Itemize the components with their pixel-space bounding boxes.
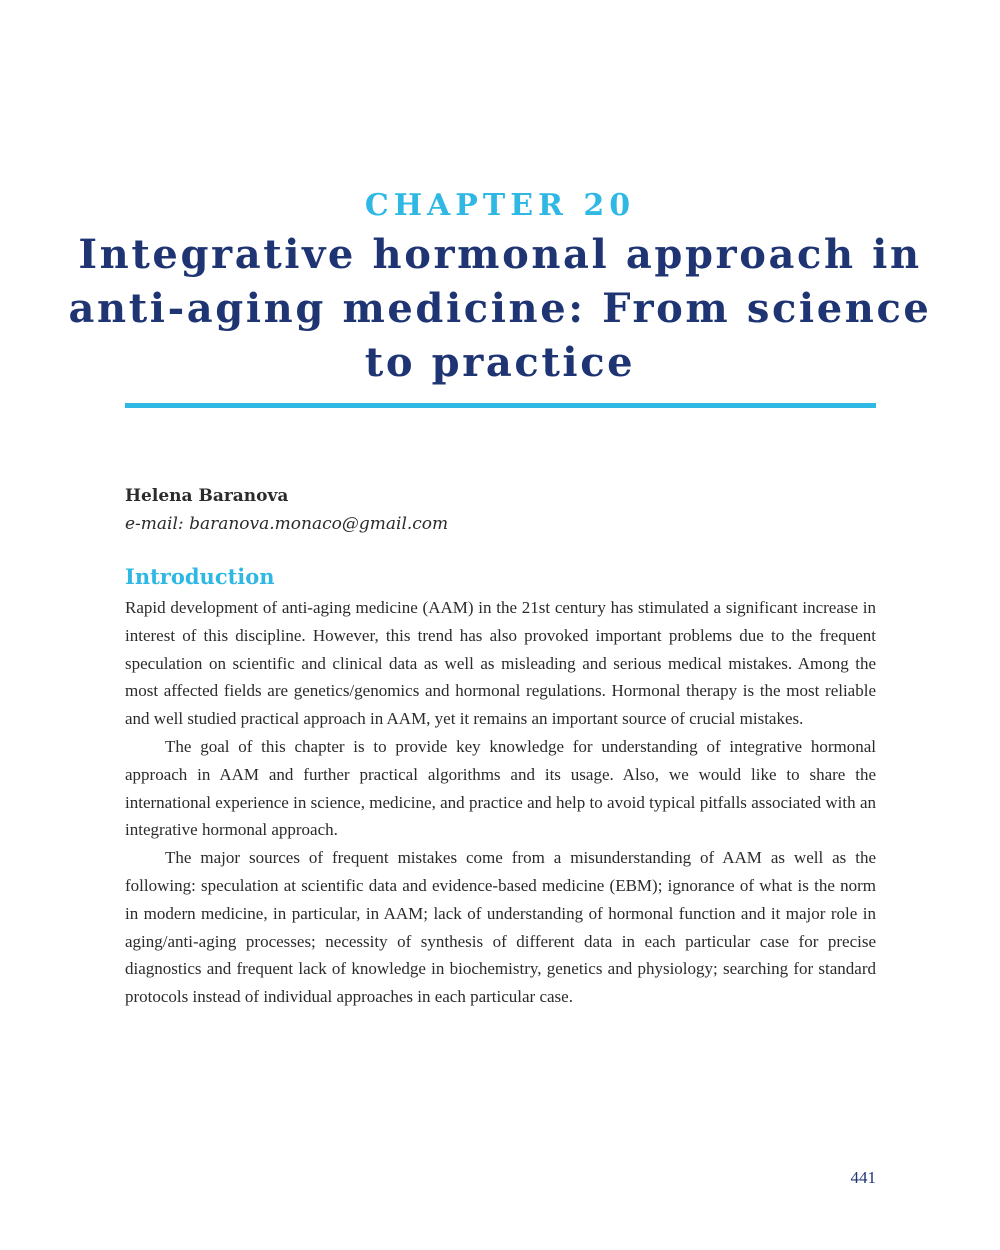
chapter-label: CHAPTER 20 [364, 188, 636, 223]
paragraph-1: Rapid development of anti-aging medicine (AAM) in the 21st century has stimulated a significant increase in interest of this discipline. However, this trend has also provoked important problems due to the frequent speculation on scientific and clinical data as well as misleading and serious medical mistakes. Among the most affected fields are genetics/genomics and hormonal regulations. Hormonal therapy is the most reliable and well studied practical approach in AAM, yet it remains an important source of crucial mistakes. [125, 598, 876, 729]
page-number: 441 [850, 1168, 876, 1187]
body-text [125, 594, 876, 1011]
paragraph-3: The major sources of frequent mistakes come from a misunderstanding of AAM as well as the following: speculation at scientific data and evidence-based medicine (EBM); ignorance of what is the norm in modern medicine, in particular, in AAM; lack of understanding of hormonal function and it major role in aging/anti-aging processes; necessity of synthesis of different data in each particular case for precise diagnostics and frequent lack of knowledge in biochemistry, genetics and physiology; searching for standard protocols instead of individual approaches in each particular case. [125, 848, 876, 1007]
title-divider [125, 403, 876, 408]
section-heading: Introduction [125, 564, 275, 589]
author-email: e-mail: baranova.monaco@gmail.com [125, 514, 449, 534]
author-name: Helena Baranova [125, 486, 289, 506]
paragraph-2: The goal of this chapter is to provide key knowledge for understanding of integrative hormonal approach in AAM and further practical algorithms and its usage. Also, we would like to share the international experience in science, medicine, and practice and help to avoid typical pitfalls associated with an integrative hormonal approach. [125, 736, 876, 840]
chapter-title: Integrative hormonal approach in anti-aging medicine: From science to practice [68, 231, 932, 386]
